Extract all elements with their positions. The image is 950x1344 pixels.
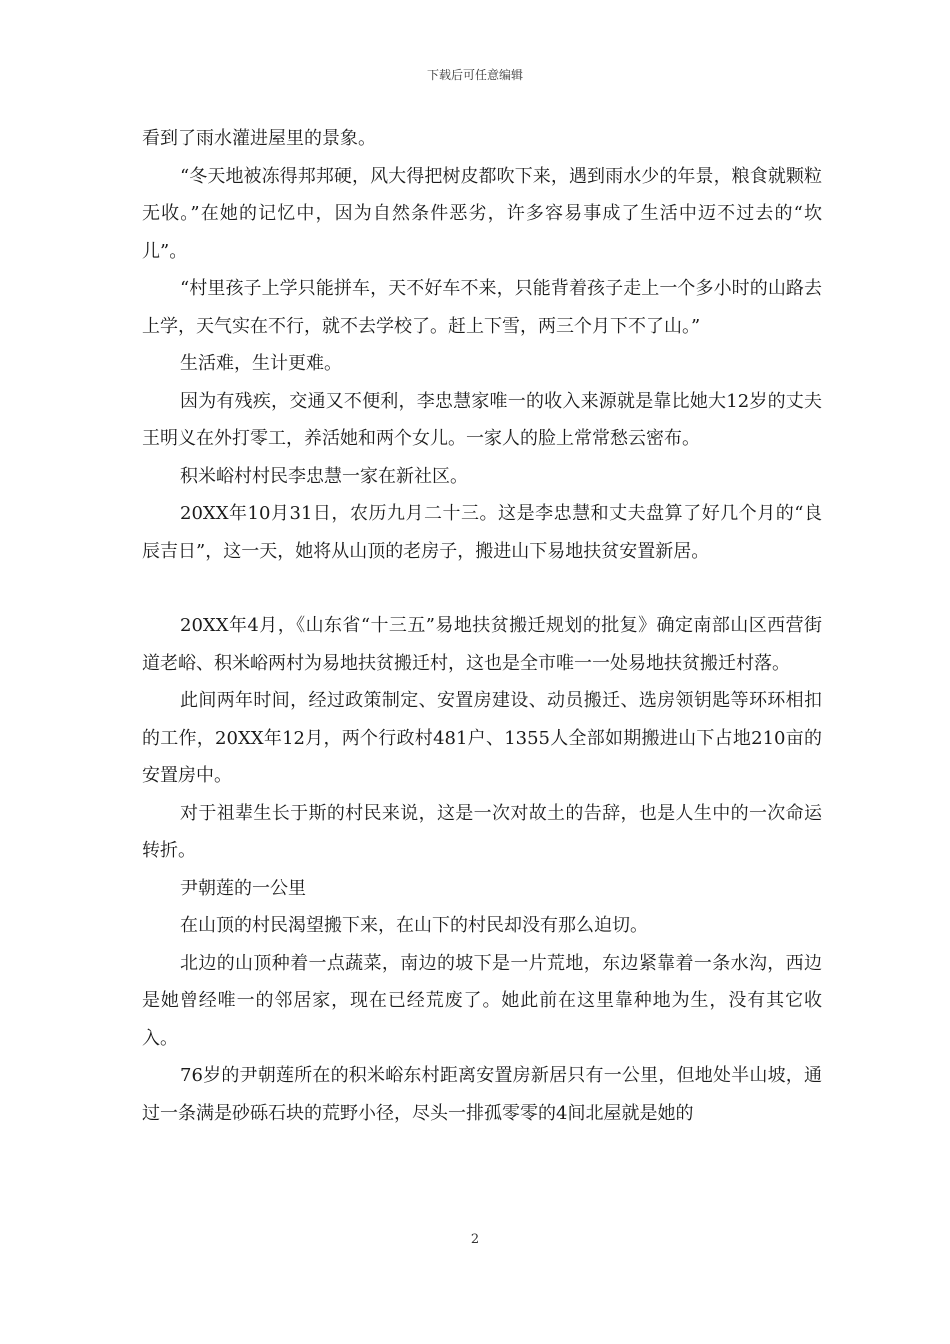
paragraph: 此间两年时间，经过政策制定、安置房建设、动员搬迁、选房领钥匙等环环相扣的工作，20XX年12月，两个行政村481户、1355人全部如期搬进山下占地210亩的安置房中。: [142, 690, 822, 786]
paragraph: 20XX年10月31日，农历九月二十三。这是李忠慧和丈夫盘算了好几个月的“良辰吉日”，这一天，她将从山顶的老房子，搬进山下易地扶贫安置新居。: [142, 503, 822, 562]
document-body: [142, 120, 822, 1132]
section-heading: 尹朝莲的一公里: [180, 877, 306, 899]
paragraph: 积米峪村村民李忠慧一家在新社区。: [180, 465, 468, 487]
paragraph: “冬天地被冻得邦邦硬，风大得把树皮都吹下来，遇到雨水少的年景，粮食就颗粒无收。”在她的记忆中，因为自然条件恶劣，许多容易事成了生活中迈不过去的“坎儿”。: [142, 165, 822, 262]
page-header: 下载后可任意编辑: [426, 68, 523, 82]
paragraph: 20XX年4月，《山东省“十三五”易地扶贫搬迁规划的批复》确定南部山区西营街道老峪、积米峪两村为易地扶贫搬迁村，这也是全市唯一一处易地扶贫搬迁村落。: [142, 615, 822, 674]
paragraph: 对于祖辈生长于斯的村民来说，这是一次对故土的告辞，也是人生中的一次命运转折。: [142, 802, 822, 861]
page-number: 2: [470, 1232, 480, 1247]
paragraph: 76岁的尹朝莲所在的积米峪东村距离安置房新居只有一公里，但地处半山坡，通过一条满是砂砾石块的荒野小径，尽头一排孤零零的4间北屋就是她的: [142, 1065, 822, 1124]
paragraph: 生活难，生计更难。: [180, 353, 342, 374]
paragraph: 在山顶的村民渴望搬下来，在山下的村民却没有那么迫切。: [180, 915, 648, 936]
paragraph: “村里孩子上学只能拼车，天不好车不来，只能背着孩子走上一个多小时的山路去上学，天气实在不行，就不去学校了。赶上下雪，两三个月下不了山。”: [142, 278, 822, 337]
paragraph: 看到了雨水灌进屋里的景象。: [142, 128, 376, 149]
paragraph: 北边的山顶种着一点蔬菜，南边的坡下是一片荒地，东边紧靠着一条水沟，西边是她曾经唯一的邻居家，现在已经荒废了。她此前在这里靠种地为生，没有其它收入。: [142, 952, 822, 1049]
paragraph: 因为有残疾，交通又不便利，李忠慧家唯一的收入来源就是靠比她大12岁的丈夫王明义在外打零工，养活她和两个女儿。一家人的脸上常常愁云密布。: [142, 390, 822, 449]
blank-line: [142, 570, 822, 607]
